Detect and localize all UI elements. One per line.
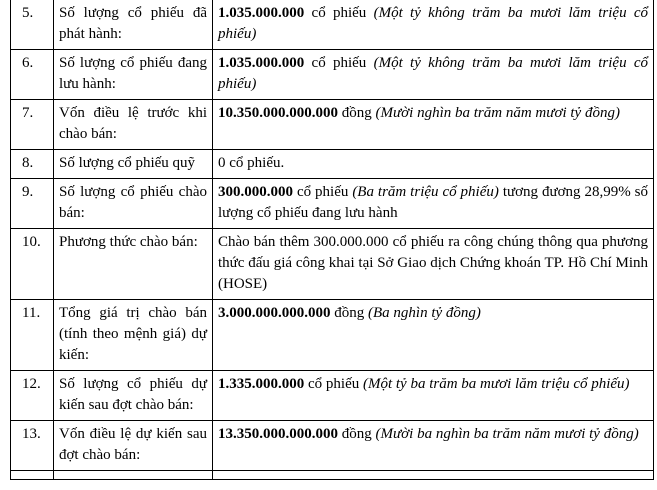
table-row	[11, 150, 654, 179]
row-label: Vốn điều lệ dự kiến sau đợt chào bán:	[54, 421, 213, 471]
row-number: 12.	[11, 371, 54, 421]
value-in-words: (Một tỷ không trăm ba mươi lăm triệu cổ phiếu)	[218, 5, 649, 42]
table-row	[11, 179, 654, 229]
row-value	[213, 300, 654, 371]
row-value	[213, 0, 654, 50]
row-number-empty	[11, 471, 54, 480]
row-value-empty	[213, 471, 654, 480]
table-row	[11, 229, 654, 300]
value-in-words: (Mười nghìn ba trăm năm mươi tỷ đồng)	[375, 105, 620, 121]
value-note: tương đương 28,99% số lượng cổ phiếu đang lưu hành	[218, 184, 649, 221]
value-amount: 3.000.000.000.000	[218, 305, 331, 321]
table-row	[11, 0, 654, 50]
table-row	[11, 300, 654, 371]
row-label: Số lượng cổ phiếu đang lưu hành:	[54, 50, 213, 100]
value-unit: cổ phiếu	[304, 55, 374, 71]
row-value	[213, 50, 654, 100]
value-unit: 0 cổ phiếu.	[218, 155, 285, 171]
row-label-empty	[54, 471, 213, 480]
value-unit: Chào bán thêm 300.000.000 cổ phiếu ra công chúng thông qua phương thức đấu giá công khai tại Sở Giao dịch Chứng khoán TP. Hồ Chí Minh (HOSE)	[218, 234, 648, 292]
row-number: 10.	[11, 229, 54, 300]
row-number: 6.	[11, 50, 54, 100]
row-value	[213, 421, 654, 471]
table-row	[11, 50, 654, 100]
value-in-words: (Một tỷ ba trăm ba mươi lăm triệu cổ phiếu)	[362, 376, 630, 392]
table-row	[11, 421, 654, 471]
row-value	[213, 371, 654, 421]
row-number: 13.	[11, 421, 54, 471]
value-unit: cổ phiếu	[293, 184, 353, 200]
row-label: Số lượng cổ phiếu đã phát hành:	[54, 0, 213, 50]
row-number: 9.	[11, 179, 54, 229]
value-unit: đồng	[338, 426, 376, 442]
value-amount: 1.035.000.000	[218, 5, 305, 21]
offering-info-table	[10, 0, 654, 480]
row-label: Vốn điều lệ trước khi chào bán:	[54, 100, 213, 150]
value-unit: cổ phiếu	[304, 5, 374, 21]
table-row-cut-off	[11, 471, 654, 480]
row-value	[213, 179, 654, 229]
value-unit: đồng	[338, 105, 376, 121]
value-amount: 13.350.000.000.000	[218, 426, 338, 442]
value-amount: 1.035.000.000	[218, 55, 305, 71]
row-label: Số lượng cổ phiếu chào bán:	[54, 179, 213, 229]
row-label: Phương thức chào bán:	[54, 229, 213, 300]
table-row	[11, 371, 654, 421]
value-unit: đồng	[330, 305, 368, 321]
value-in-words: (Ba trăm triệu cổ phiếu)	[352, 184, 499, 200]
row-label: Tổng giá trị chào bán (tính theo mệnh giá) dự kiến:	[54, 300, 213, 371]
value-in-words: (Ba nghìn tỷ đồng)	[368, 305, 481, 321]
row-label: Số lượng cổ phiếu dự kiến sau đợt chào bán:	[54, 371, 213, 421]
value-in-words: (Mười ba nghìn ba trăm năm mươi tỷ đồng)	[375, 426, 639, 442]
value-in-words: (Một tỷ không trăm ba mươi lăm triệu cổ phiếu)	[218, 55, 649, 92]
value-amount: 10.350.000.000.000	[218, 105, 338, 121]
row-number: 11.	[11, 300, 54, 371]
row-number: 8.	[11, 150, 54, 179]
row-number: 5.	[11, 0, 54, 50]
table-row	[11, 100, 654, 150]
value-unit: cổ phiếu	[304, 376, 363, 392]
value-amount: 1.335.000.000	[218, 376, 305, 392]
value-amount: 300.000.000	[218, 184, 293, 200]
row-label: Số lượng cổ phiếu quỹ	[54, 150, 213, 179]
row-number: 7.	[11, 100, 54, 150]
row-value	[213, 229, 654, 300]
row-value	[213, 150, 654, 179]
row-value	[213, 100, 654, 150]
